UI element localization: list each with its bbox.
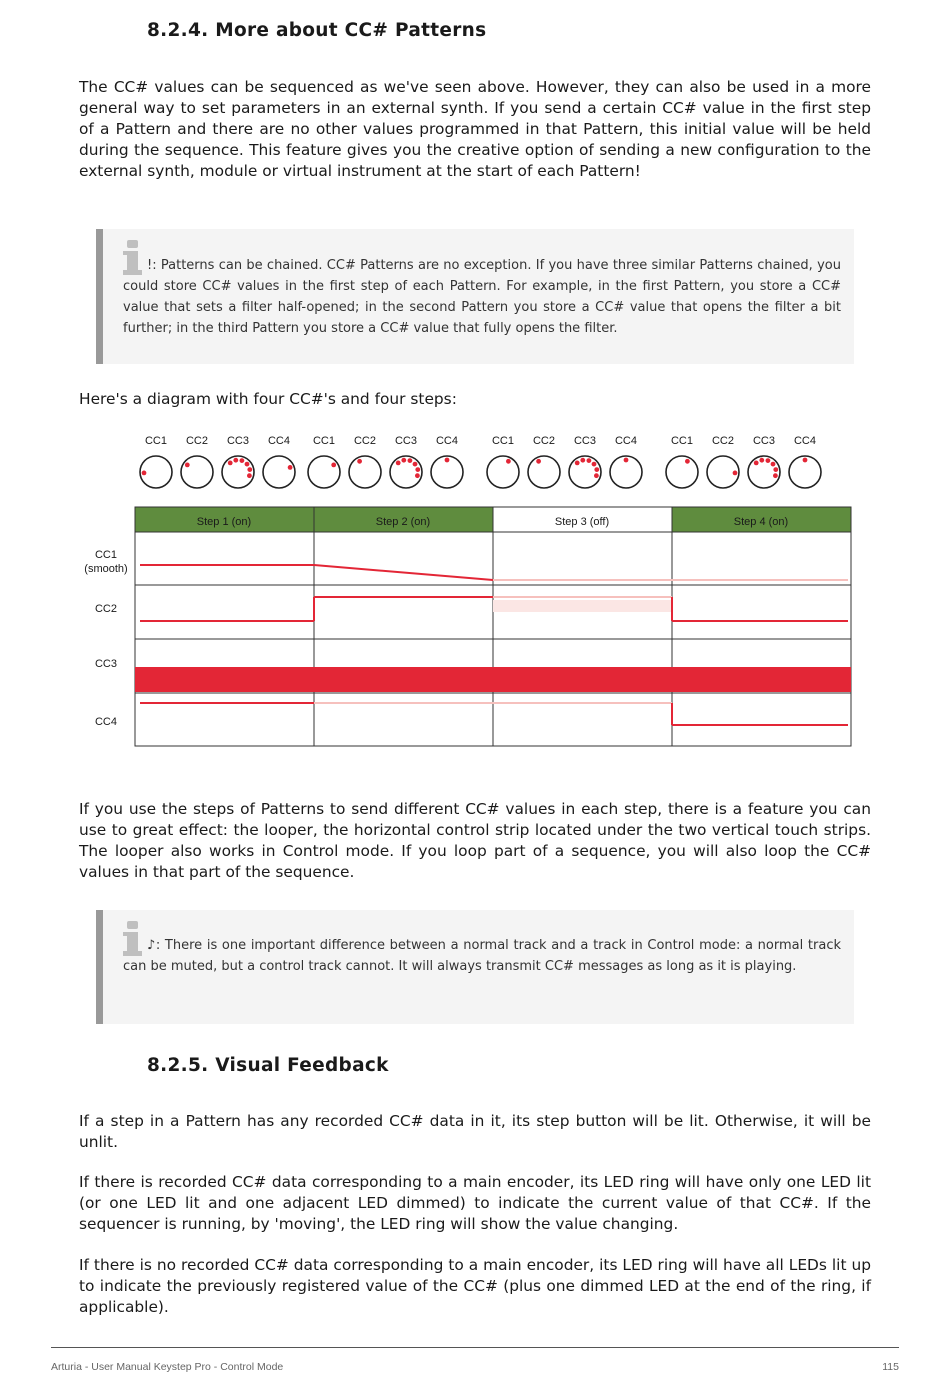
- knob-led: [415, 473, 420, 478]
- cc2-step3-fade: [493, 600, 672, 612]
- tip-box: [96, 910, 854, 1024]
- knob-label: CC1: [491, 435, 515, 447]
- knob: [181, 456, 213, 488]
- knob-led: [413, 462, 418, 467]
- body-paragraph: If you use the steps of Patterns to send different CC# values in each step, there is a feature you can use to great effect: the looper, the horizontal control strip located under the two vertical touch strips. The looper also works in Control mode. If you loop part of a sequence, you will also loop the CC# values in that part of the sequence.: [79, 800, 871, 881]
- knob: [263, 456, 295, 488]
- knob-led: [773, 467, 778, 472]
- knob: [528, 456, 560, 488]
- step-label-3: Step 3 (off): [554, 516, 610, 528]
- knob-led: [415, 467, 420, 472]
- knob-label: CC4: [793, 435, 817, 447]
- knob-led: [288, 465, 293, 470]
- knob-led: [506, 459, 511, 464]
- knob-led: [754, 461, 759, 466]
- knob-label: CC1: [670, 435, 694, 447]
- knob-led: [580, 458, 585, 463]
- knob-led: [185, 463, 190, 468]
- knob-led: [733, 471, 738, 476]
- knob-led: [233, 458, 238, 463]
- body-paragraph: If there is recorded CC# data corresponding to a main encoder, its LED ring will have only one LED lit (or one LED lit and one adjacent LED dimmed) to indicate the current value of that CC#. If the sequencer is running, by 'moving', the LED ring will show the value changing.: [79, 1173, 871, 1233]
- cc3-band: [135, 667, 851, 692]
- knob-led: [247, 467, 252, 472]
- row-label-cc2: CC2: [94, 603, 118, 615]
- diagram-intro: Here's a diagram with four CC#'s and four steps:: [79, 390, 457, 408]
- knob-led: [228, 461, 233, 466]
- knob-label: CC1: [312, 435, 336, 447]
- cc1-step2-ramp: [314, 565, 493, 580]
- knob-label: CC3: [573, 435, 597, 447]
- knob-led: [803, 458, 808, 463]
- body-paragraph: If a step in a Pattern has any recorded CC# data in it, its step button will be lit. Otherwise, it will be unlit.: [79, 1112, 871, 1151]
- knob-groups: [140, 435, 821, 488]
- knob-led: [445, 458, 450, 463]
- step-label-1: Step 1 (on): [196, 516, 252, 528]
- knob-led: [592, 462, 597, 467]
- page-number: 115: [882, 1361, 899, 1373]
- knob: [308, 456, 340, 488]
- cc1-trace: [140, 565, 848, 580]
- knob-label: CC2: [185, 435, 209, 447]
- knob-label: CC2: [532, 435, 556, 447]
- knob-led: [357, 459, 362, 464]
- step-label-4: Step 4 (on): [733, 516, 789, 528]
- knob-led: [587, 458, 592, 463]
- knob-label: CC2: [353, 435, 377, 447]
- row-label-smooth: (smooth): [84, 563, 128, 575]
- footer-title: Arturia - User Manual Keystep Pro - Control Mode: [51, 1361, 284, 1373]
- section-heading: 8.2.5. Visual Feedback: [147, 1055, 389, 1076]
- row-label-cc1: CC1: [94, 549, 118, 561]
- section-heading: 8.2.4. More about CC# Patterns: [147, 20, 487, 41]
- tip-text: !: Patterns can be chained. CC# Patterns are no exception. If you have three similar Patterns chained, you could store CC# values in the first step of each Pattern. For example, in the first Pattern, you store a CC# value that sets a filter half-opened; in the second Pattern you store a CC# value that opens the filter a bit further; in the third Pattern you store a CC# value that fully opens the filter.: [123, 258, 841, 336]
- knob-led: [331, 463, 336, 468]
- knob-led: [685, 459, 690, 464]
- body-paragraph: If there is no recorded CC# data corresponding to a main encoder, its LED ring will have all LEDs lit up to indicate the previously registered value of the CC# (plus one dimmed LED at the end of the ring, if applicable).: [79, 1256, 871, 1316]
- knob-label: CC2: [711, 435, 735, 447]
- knob-led: [594, 473, 599, 478]
- tip-text: ♪: There is one important difference between a normal track and a track in Control mode: a normal track can be muted, but a control track cannot. It will always transmit CC# messages as long as it is playing.: [123, 938, 841, 974]
- knob-led: [624, 458, 629, 463]
- knob-led: [575, 461, 580, 466]
- knob-led: [396, 461, 401, 466]
- knob-led: [408, 458, 413, 463]
- knob-led: [245, 462, 250, 467]
- footer-rule: [51, 1347, 899, 1348]
- row-label-cc3: CC3: [94, 658, 118, 670]
- knob-label: CC1: [144, 435, 168, 447]
- knob-label: CC4: [614, 435, 638, 447]
- knob: [349, 456, 381, 488]
- cc4-trace: [140, 703, 848, 725]
- step-header: [135, 507, 851, 532]
- knob: [487, 456, 519, 488]
- knob-label: CC4: [435, 435, 459, 447]
- cc-diagram: [78, 428, 868, 752]
- knob-led: [536, 459, 541, 464]
- knob-label: CC4: [267, 435, 291, 447]
- knob-led: [142, 471, 147, 476]
- knob-label: CC3: [226, 435, 250, 447]
- knob: [666, 456, 698, 488]
- tip-box: [96, 229, 854, 364]
- knob-led: [247, 473, 252, 478]
- knob-led: [766, 458, 771, 463]
- row-labels: [84, 549, 127, 728]
- knob-led: [240, 458, 245, 463]
- step-label-2: Step 2 (on): [375, 516, 431, 528]
- knob-led: [594, 467, 599, 472]
- knob-led: [771, 462, 776, 467]
- knob-led: [759, 458, 764, 463]
- knob-label: CC3: [752, 435, 776, 447]
- cc2-trace: [140, 597, 848, 621]
- body-paragraph: The CC# values can be sequenced as we've seen above. However, they can also be used in a more general way to set parameters in an external synth. If you send a certain CC# value in the first step of a Pattern and there are no other values programmed in that Pattern, this initial value will be held during the sequence. This feature gives you the creative option of sending a new configuration to the external synth, module or virtual instrument at the start of each Pattern!: [79, 78, 871, 180]
- row-label-cc4: CC4: [94, 716, 118, 728]
- knob-led: [773, 473, 778, 478]
- knob-led: [401, 458, 406, 463]
- knob-label: CC3: [394, 435, 418, 447]
